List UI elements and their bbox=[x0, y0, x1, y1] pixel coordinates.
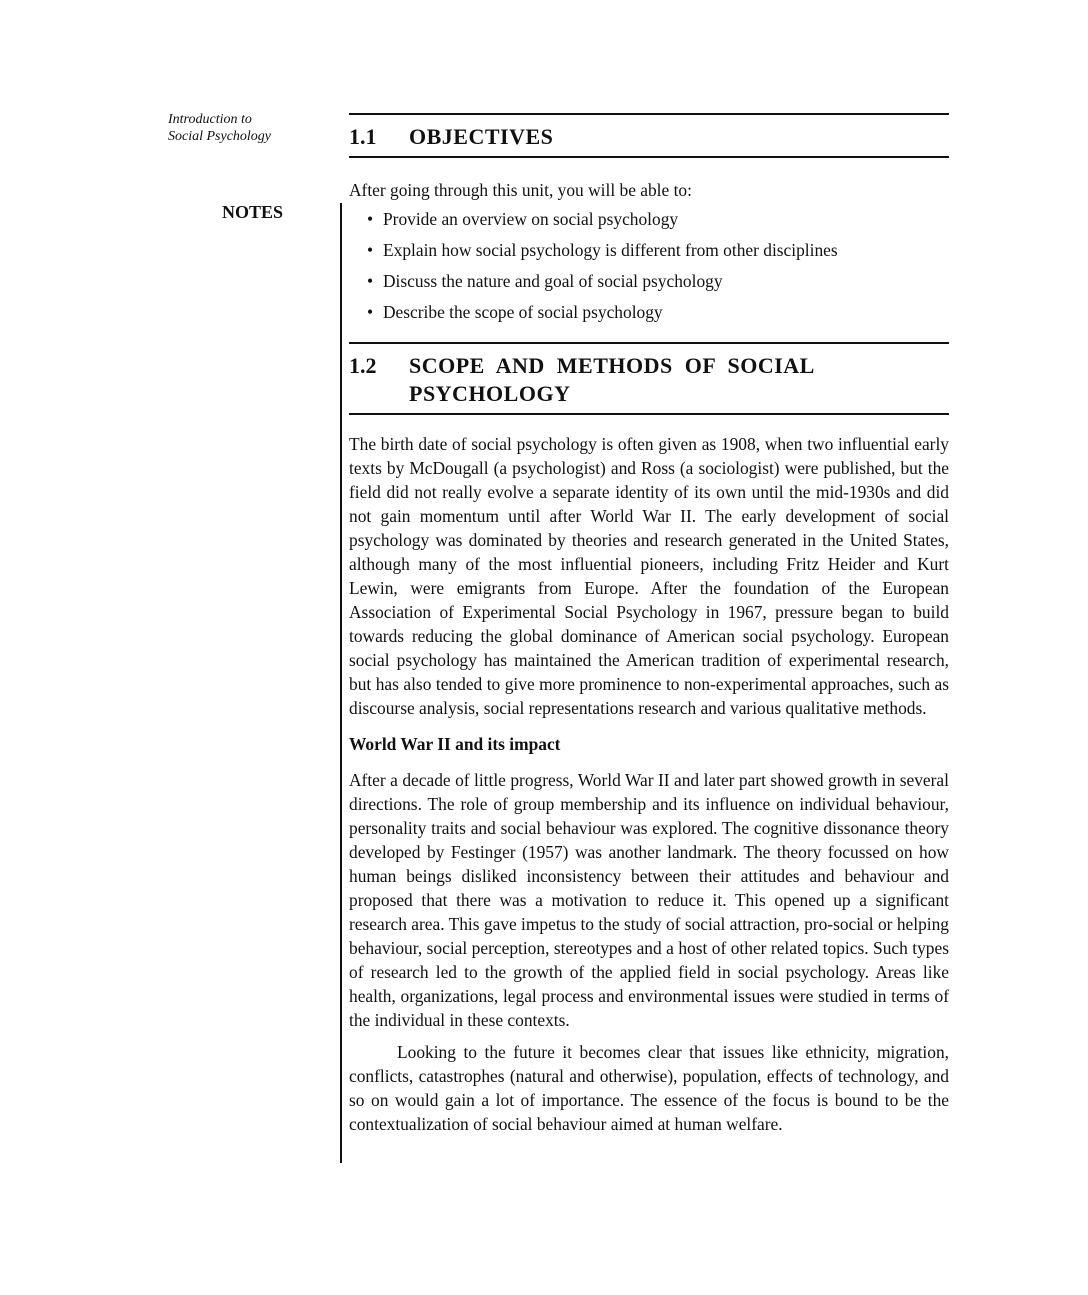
section-title-line-2: PSYCHOLOGY bbox=[409, 381, 571, 406]
section-heading-scope bbox=[349, 342, 949, 415]
section-title-line-1: SCOPE AND METHODS OF SOCIAL bbox=[409, 353, 815, 378]
objectives-intro: After going through this unit, you will be able to: bbox=[349, 180, 692, 200]
section-number: 1.1 bbox=[349, 124, 377, 149]
section-heading-objectives bbox=[349, 113, 949, 158]
main-content bbox=[349, 113, 949, 1136]
notes-label: NOTES bbox=[222, 202, 284, 222]
objectives-list bbox=[349, 204, 949, 328]
list-item: • Explain how social psychology is different from other disciplines bbox=[383, 235, 949, 266]
list-item: • Discuss the nature and goal of social psychology bbox=[383, 266, 949, 297]
running-header-line-1: Introduction to bbox=[168, 112, 252, 127]
subheading-world-war: World War II and its impact bbox=[349, 734, 561, 754]
paragraph-future: Looking to the future it becomes clear that issues like ethnicity, migration, conflicts, catastrophes (natural and otherwise), population, effects of technology, and so on would gain a lot of importance. The essence of the focus is bound to be the contextualization of social behaviour aimed at human welfare. bbox=[349, 1042, 949, 1134]
running-header bbox=[168, 111, 318, 145]
margin-rule bbox=[340, 203, 342, 1163]
running-header-line-2: Social Psychology bbox=[168, 129, 272, 144]
paragraph-history: The birth date of social psychology is often given as 1908, when two influential early texts by McDougall (a psychologist) and Ross (a sociologist) were published, but the field did not really evolve a separate identity of its own until the mid-1930s and did not gain momentum until after World War II. The early development of social psychology was dominated by theories and research generated in the United States, although many of the most influential pioneers, including Fritz Heider and Kurt Lewin, were emigrants from Europe. After the foundation of the European Association of Experimental Social Psychology in 1967, pressure began to build towards reducing the global dominance of American social psychology. European social psychology has maintained the American tradition of experimental research, but has also tended to give more prominence to non-experimental approaches, such as discourse analysis, social representations research and various qualitative methods. bbox=[349, 434, 949, 718]
section-number: 1.2 bbox=[349, 353, 377, 378]
list-item: • Describe the scope of social psychology bbox=[383, 297, 949, 328]
paragraph-world-war: After a decade of little progress, World War II and later part showed growth in several directions. The role of group membership and its influence on individual behaviour, personality traits and social behaviour was explored. The cognitive dissonance theory developed by Festinger (1957) was another landmark. The theory focussed on how human beings disliked inconsistency between their attitudes and behaviour and proposed that there was a motivation to reduce it. This opened up a significant research area. This gave impetus to the study of social attraction, pro-social or helping behaviour, social perception, stereotypes and a host of other related topics. Such types of research led to the growth of the applied field in social psychology. Areas like health, organizations, legal process and environmental issues were studied in terms of the individual in these contexts. bbox=[349, 770, 949, 1030]
section-title: OBJECTIVES bbox=[409, 124, 554, 149]
list-item: • Provide an overview on social psychology bbox=[383, 204, 949, 235]
section-title bbox=[409, 352, 949, 408]
